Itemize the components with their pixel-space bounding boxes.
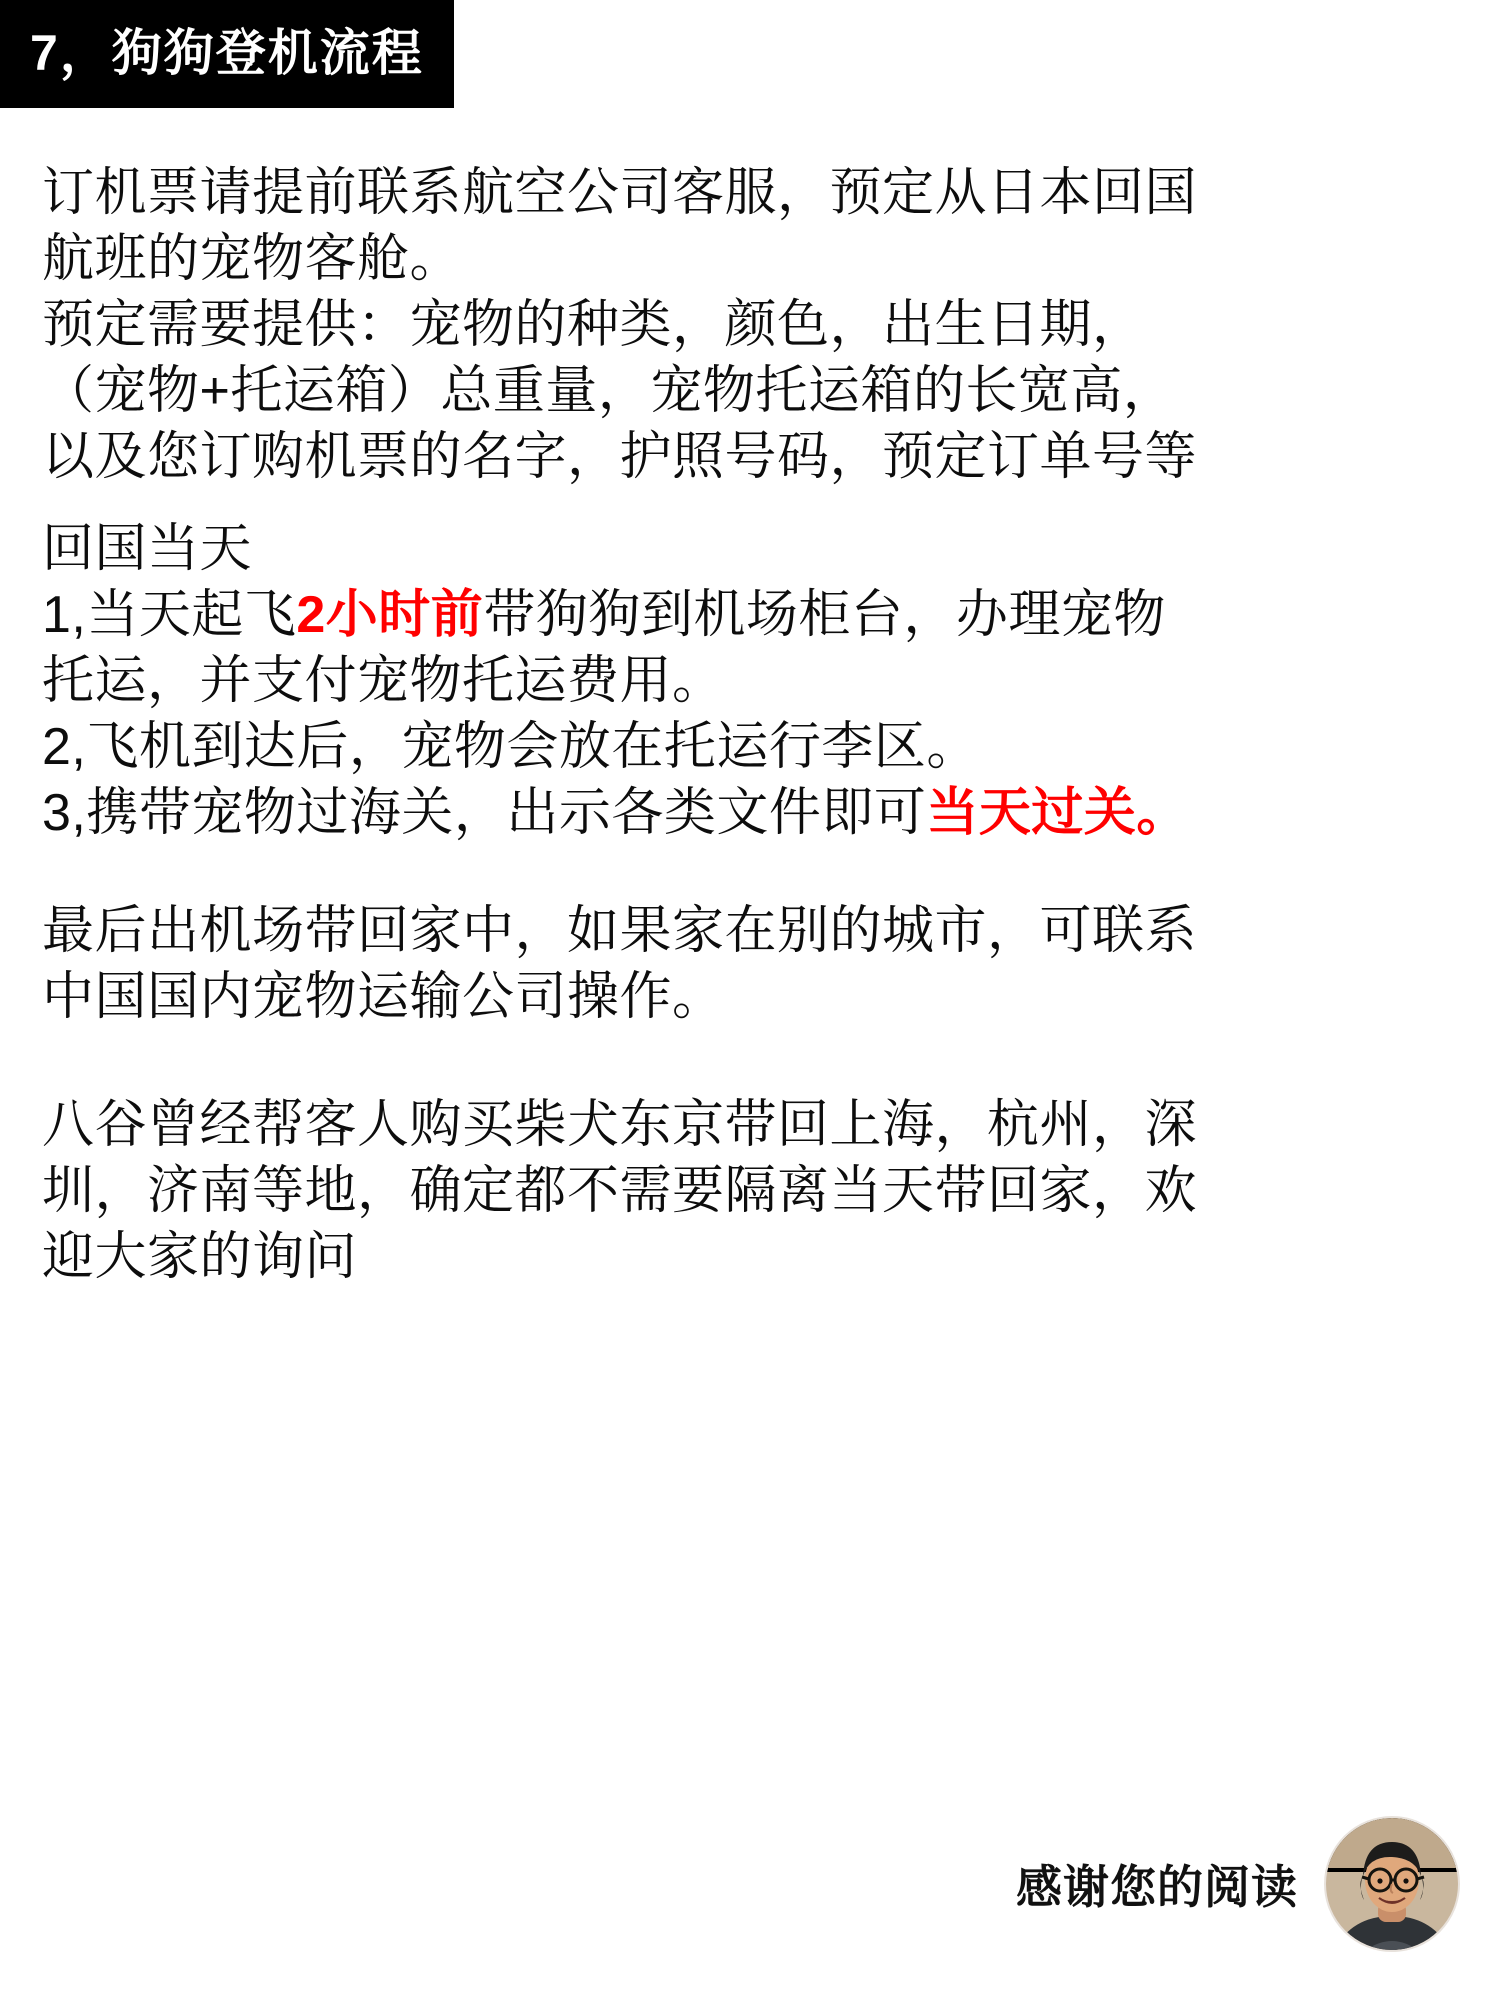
step-text-pre: 当天起飞 — [86, 586, 297, 645]
document-body — [40, 160, 1460, 1286]
step-item-1 — [42, 582, 1460, 648]
paragraph-line: 航班的宠物客舱。 — [42, 230, 463, 289]
spacer — [42, 1030, 1460, 1092]
paragraph-line: 圳，济南等地，确定都不需要隔离当天带回家，欢 — [42, 1162, 1198, 1221]
paragraph-line-truncated: 迎大家的询问 — [42, 1228, 358, 1287]
step-text-pre: 携带宠物过海关，出示各类文件即可 — [86, 784, 927, 843]
section-after-arrival — [42, 898, 1460, 1030]
step-highlight: 当天过关。 — [926, 784, 1189, 843]
step-item-1-cont: 托运，并支付宠物托运费用。 — [42, 652, 725, 711]
section-booking — [42, 160, 1460, 490]
thanks-text: 感谢您的阅读 — [1016, 1861, 1298, 1913]
step-highlight: 2小时前 — [296, 586, 484, 645]
step-number: 1, — [42, 586, 87, 645]
spacer — [42, 490, 1460, 516]
step-text-pre: 飞机到达后，宠物会放在托运行李区。 — [86, 718, 979, 777]
page-title: 7，狗狗登机流程 — [0, 0, 454, 108]
section-return-day — [42, 516, 1460, 846]
portrait-avatar — [1324, 1816, 1460, 1952]
paragraph-line: 八谷曾经帮客人购买柴犬东京带回上海，杭州，深 — [42, 1096, 1198, 1155]
step-item-2 — [42, 714, 1460, 780]
section-experience — [42, 1092, 1460, 1286]
paragraph-line: 中国国内宠物运输公司操作。 — [42, 968, 725, 1027]
step-item-3 — [42, 780, 1460, 846]
paragraph-line: 以及您订购机票的名字，护照号码，预定订单号等 — [42, 428, 1198, 487]
step-number: 3, — [42, 784, 87, 843]
paragraph-line: 订机票请提前联系航空公司客服，预定从日本回国 — [42, 164, 1198, 222]
spacer — [42, 846, 1460, 898]
step-text-post: 带狗狗到机场柜台，办理宠物 — [483, 586, 1166, 645]
paragraph-line: （宠物+托运箱）总重量，宠物托运箱的长宽高， — [42, 362, 1176, 421]
step-number: 2, — [42, 718, 87, 777]
paragraph-line: 预定需要提供：宠物的种类，颜色，出生日期， — [42, 296, 1145, 355]
section-heading: 回国当天 — [42, 520, 253, 579]
footer — [1016, 1816, 1460, 1952]
paragraph-line: 最后出机场带回家中，如果家在别的城市，可联系 — [42, 902, 1198, 961]
